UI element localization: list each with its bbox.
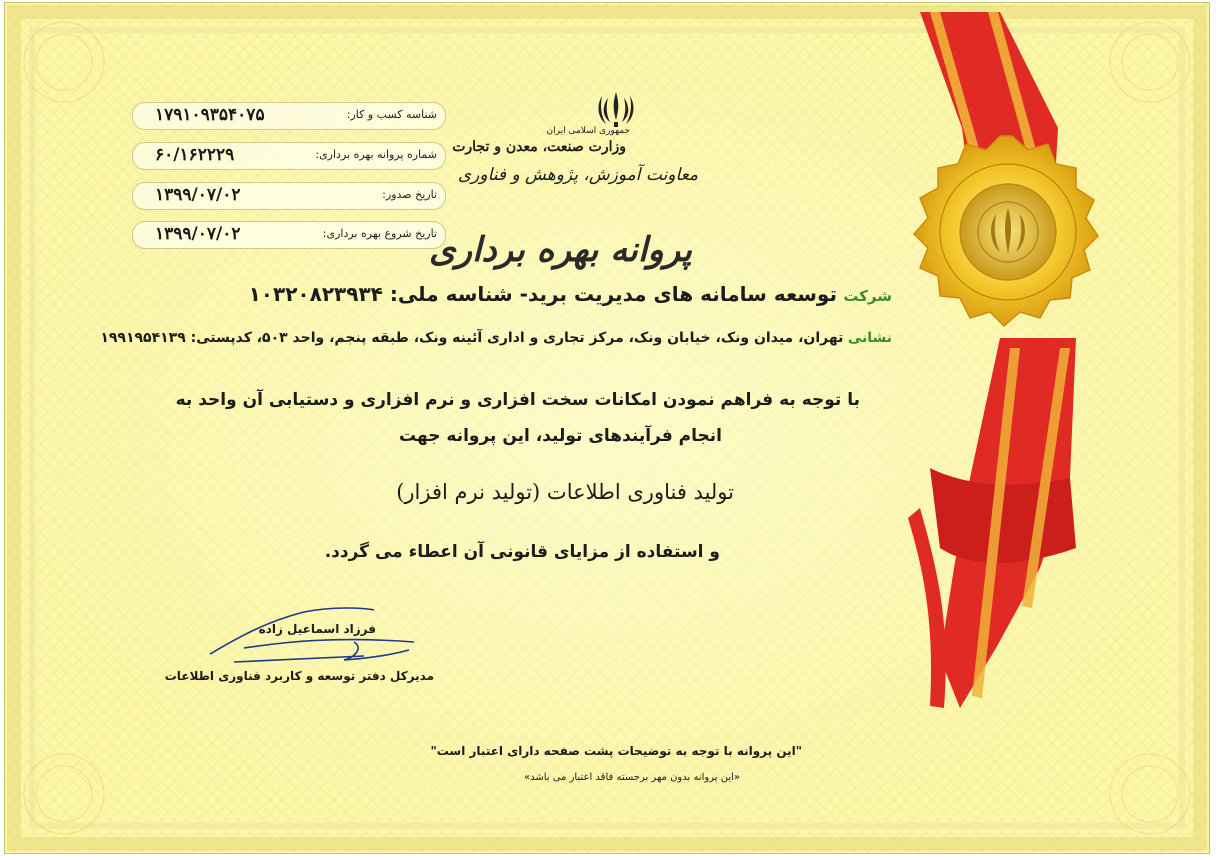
company-text: توسعه سامانه های مدیریت برید- شناسه ملی: ۱۰۳۲۰۸۲۳۹۳۴	[248, 282, 837, 306]
license-number-value: ۶۰/۱۶۲۲۲۹	[155, 145, 235, 165]
start-date-label: تاریخ شروع بهره برداری:	[322, 227, 437, 240]
issue-date-value: ۱۳۹۹/۰۷/۰۲	[155, 185, 241, 205]
company-line	[249, 282, 892, 306]
ministry-deputy: معاونت آموزش، پژوهش و فناوری	[457, 165, 698, 185]
info-row-license-number	[132, 142, 446, 170]
start-date-value: ۱۳۹۹/۰۷/۰۲	[155, 224, 241, 244]
info-row-issue-date	[132, 182, 446, 210]
ministry-country: جمهوری اسلامی ایران	[546, 126, 630, 136]
company-prefix: شرکت	[843, 287, 892, 305]
business-id-label: شناسه کسب و کار:	[346, 108, 437, 121]
address-line	[100, 330, 892, 346]
signatory-title: مدیرکل دفتر توسعه و کاربرد فناوری اطلاعات	[164, 669, 434, 683]
certificate	[4, 2, 1210, 854]
info-row-start-date	[132, 221, 446, 249]
address-prefix: نشانی	[847, 330, 892, 346]
footer-subnote: «این پروانه بدون مهر برجسته فاقد اعتبار می باشد»	[523, 772, 740, 783]
issue-date-label: تاریخ صدور:	[382, 188, 437, 201]
business-id-value: ۱۷۹۱۰۹۳۵۴۰۷۵	[155, 105, 265, 125]
activity-text: تولید فناوری اطلاعات (تولید نرم افزار)	[396, 480, 734, 504]
address-text: تهران، میدان ونک، خیابان ونک، مرکز تجاری و اداری آئینه ونک، طبقه پنجم، واحد ۵۰۳، کدپستی: ۱۹۹۱۹۵۴۱۳۹	[100, 330, 844, 346]
certificate-title: پروانه بهره برداری	[428, 230, 692, 270]
body-line-1: با توجه به فراهم نمودن امکانات سخت افزاری و نرم افزاری و دستیابی آن واحد به	[175, 390, 860, 410]
license-number-label: شماره پروانه بهره برداری:	[315, 148, 437, 161]
ministry-name: وزارت صنعت، معدن و تجارت	[452, 139, 626, 155]
body-line-3: و استفاده از مزایای قانونی آن اعطاء می گردد.	[324, 542, 720, 562]
signatory-name: فرزاد اسماعیل زاده	[258, 622, 376, 636]
body-line-2: انجام فرآیندهای تولید، این پروانه جهت	[399, 426, 722, 446]
iran-emblem	[596, 90, 636, 128]
footer-note: "این پروانه با توجه به توضیحات پشت صفحه دارای اعتبار است"	[430, 744, 802, 758]
handwritten-signature	[204, 602, 434, 672]
info-row-business-id	[132, 102, 446, 130]
ribbon-and-seal	[900, 8, 1110, 718]
